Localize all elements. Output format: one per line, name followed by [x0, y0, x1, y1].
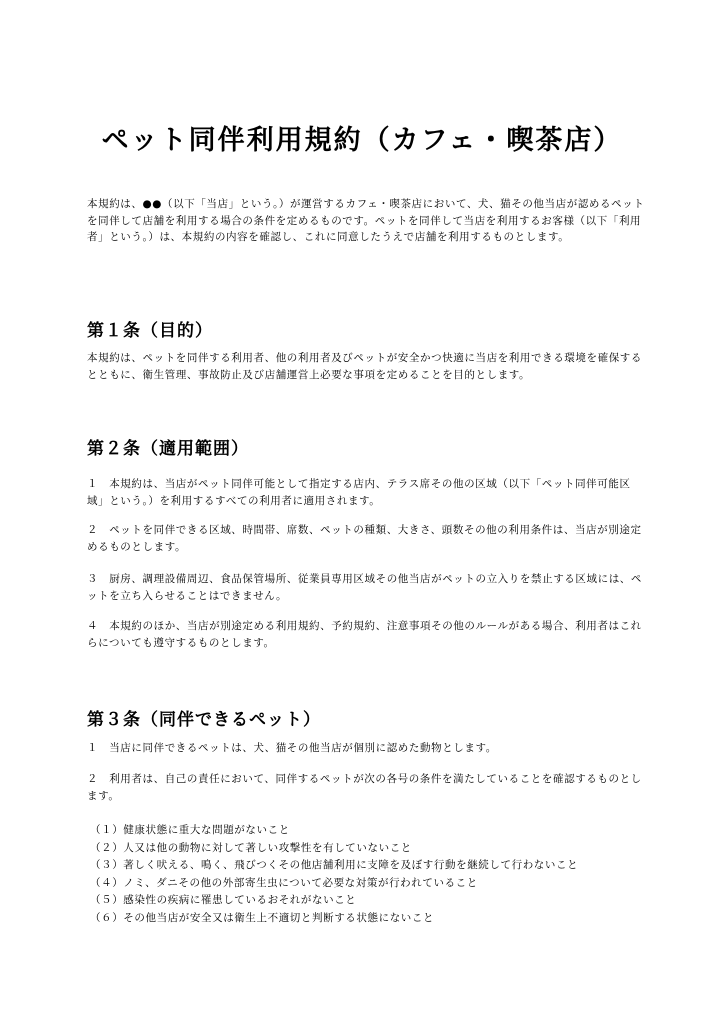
- article-3-paragraph-2: ２ 利用者は、自己の責任において、同伴するペットが次の各号の条件を満たしていることを確認するものとします。: [87, 773, 642, 802]
- list-item: （２）人又は他の動物に対して著しい攻撃性を有していないこと: [90, 841, 412, 854]
- intro-paragraph: 本規約は、●●（以下「当店」という。）が運営するカフェ・喫茶店において、犬、猫その他当店が認めるペットを同伴して店舗を利用する場合の条件を定めるものです。ペットを同伴して当店を利用するお客様（以下「利用者」という。）は、本規約の内容を確認し、これに同意したうえで店舗を利用するものとします。: [87, 198, 645, 243]
- article-2-paragraph-2: ２ ペットを同伴できる区域、時間帯、席数、ペットの種類、大きさ、頭数その他の利用条件は、当店が別途定めるものとします。: [87, 524, 642, 553]
- list-item: （３）著しく吠える、鳴く、飛びつくその他店舗利用に支障を及ぼす行動を継続して行わないこと: [90, 859, 579, 871]
- article-3-paragraph-1: １ 当店に同伴できるペットは、犬、猫その他当店が個別に認めた動物とします。: [87, 742, 497, 754]
- article-3-condition-list: [90, 822, 650, 927]
- list-item: （５）感染性の疾病に罹患しているおそれがないこと: [90, 894, 357, 906]
- article-3-heading: 第３条（同伴できるペット）: [87, 710, 321, 730]
- list-item: （４）ノミ、ダニその他の外部寄生虫について必要な対策が行われていること: [90, 876, 478, 889]
- article-2-paragraph-3: ３ 厨房、調理設備周辺、食品保管場所、従業員専用区域その他当店がペットの立入りを禁止する区域には、ペットを立ち入らせることはできません。: [87, 573, 642, 602]
- article-2-heading: 第２条（適用範囲）: [87, 439, 249, 459]
- article-1-paragraph-1: 本規約は、ペットを同伴する利用者、他の利用者及びペットが安全かつ快適に当店を利用できる環境を確保するとともに、衛生管理、事故防止及び店舗運営上必要な事項を定めることを目的とします。: [87, 352, 642, 381]
- article-2-paragraph-4: ４ 本規約のほか、当店が別途定める利用規約、予約規約、注意事項その他のルールがある場合、利用者はこれらについても遵守するものとします。: [87, 620, 642, 649]
- article-2-paragraph-1: １ 本規約は、当店がペット同伴可能として指定する店内、テラス席その他の区域（以下「ペット同伴可能区域」という。）を利用するすべての利用者に適用されます。: [87, 478, 631, 507]
- article-1-heading: 第１条（目的）: [87, 321, 213, 341]
- page-title: ペット同伴利用規約（カフェ・喫茶店）: [101, 125, 623, 156]
- list-item: （１）健康状態に重大な問題がないこと: [90, 824, 290, 836]
- list-item: （６）その他当店が安全又は衛生上不適切と判断する状態にないこと: [90, 911, 435, 924]
